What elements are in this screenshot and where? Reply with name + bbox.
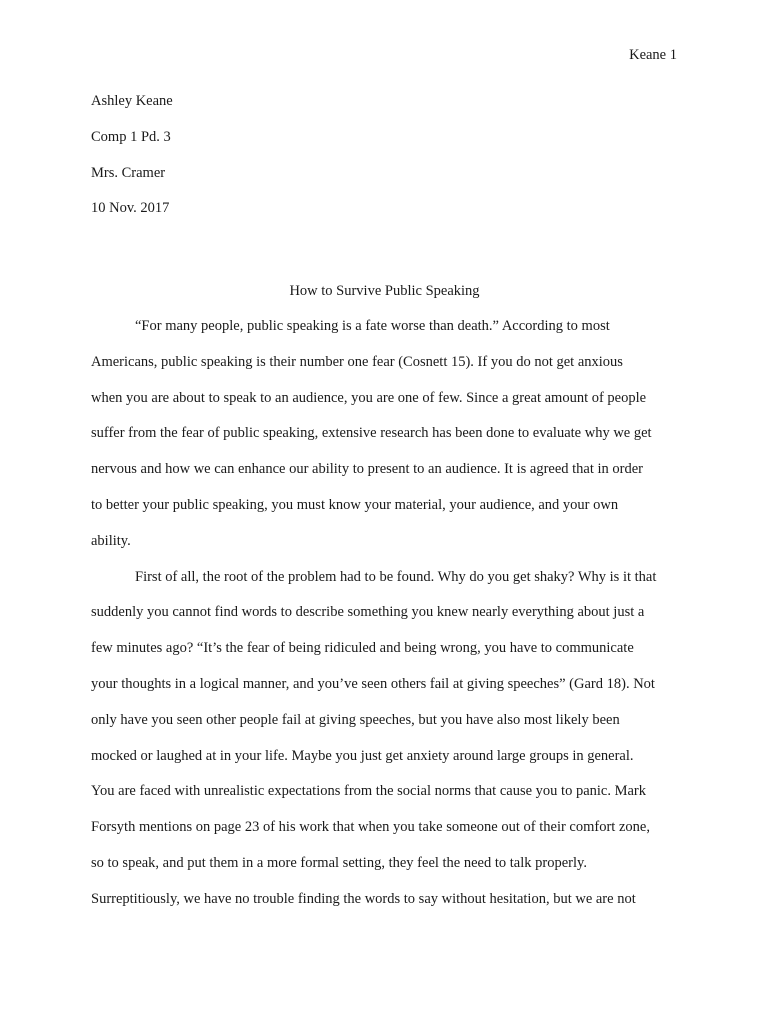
- paragraph-2-line: suddenly you cannot find words to describe something you knew nearly everything about just a: [91, 604, 645, 621]
- mla-heading: [91, 92, 681, 235]
- paragraph-1-line: Americans, public speaking is their number one fear (Cosnett 15). If you do not get anxious: [91, 353, 623, 370]
- paragraph-2-line: so to speak, and put them in a more formal setting, they feel the need to talk properly.: [91, 854, 587, 871]
- paragraph-1-line: ability.: [91, 532, 131, 549]
- running-head: Keane 1: [629, 47, 677, 63]
- paragraph-2-line: You are faced with unrealistic expectations from the social norms that cause you to panic. Mark: [91, 783, 647, 800]
- paragraph-1-line: when you are about to speak to an audience, you are one of few. Since a great amount of people: [91, 389, 647, 406]
- paragraph-2-line: only have you seen other people fail at giving speeches, but you have also most likely been: [91, 711, 620, 728]
- paragraph-1-line: to better your public speaking, you must know your material, your audience, and your own: [91, 496, 619, 513]
- essay-date: 10 Nov. 2017: [91, 200, 170, 217]
- instructor-name: Mrs. Cramer: [91, 164, 166, 181]
- paragraph-2-line: Surreptitiously, we have no trouble finding the words to say without hesitation, but we are not: [91, 890, 636, 907]
- paragraph-1-line: nervous and how we can enhance our ability to present to an audience. It is agreed that in order: [91, 461, 644, 478]
- essay-body: [91, 317, 681, 926]
- paragraph-2-line: First of all, the root of the problem had to be found. Why do you get shaky? Why is it that: [135, 568, 657, 585]
- paragraph-2-line: mocked or laughed at in your life. Maybe you just get anxiety around large groups in general.: [91, 747, 634, 764]
- paragraph-2-line: Forsyth mentions on page 23 of his work that when you take someone out of their comfort zone,: [91, 819, 650, 836]
- course-name: Comp 1 Pd. 3: [91, 128, 171, 145]
- paragraph-2-line: few minutes ago? “It’s the fear of being ridiculed and being wrong, you have to communicate: [91, 640, 634, 657]
- paragraph-2-line: your thoughts in a logical manner, and you’ve seen others fail at giving speeches” (Gard 18). Not: [91, 675, 655, 692]
- student-name: Ashley Keane: [91, 93, 173, 109]
- paragraph-1-line: suffer from the fear of public speaking, extensive research has been done to evaluate why we get: [91, 425, 652, 442]
- paragraph-1-line: “For many people, public speaking is a fate worse than death.” According to most: [135, 318, 610, 334]
- essay-title: How to Survive Public Speaking: [289, 283, 480, 299]
